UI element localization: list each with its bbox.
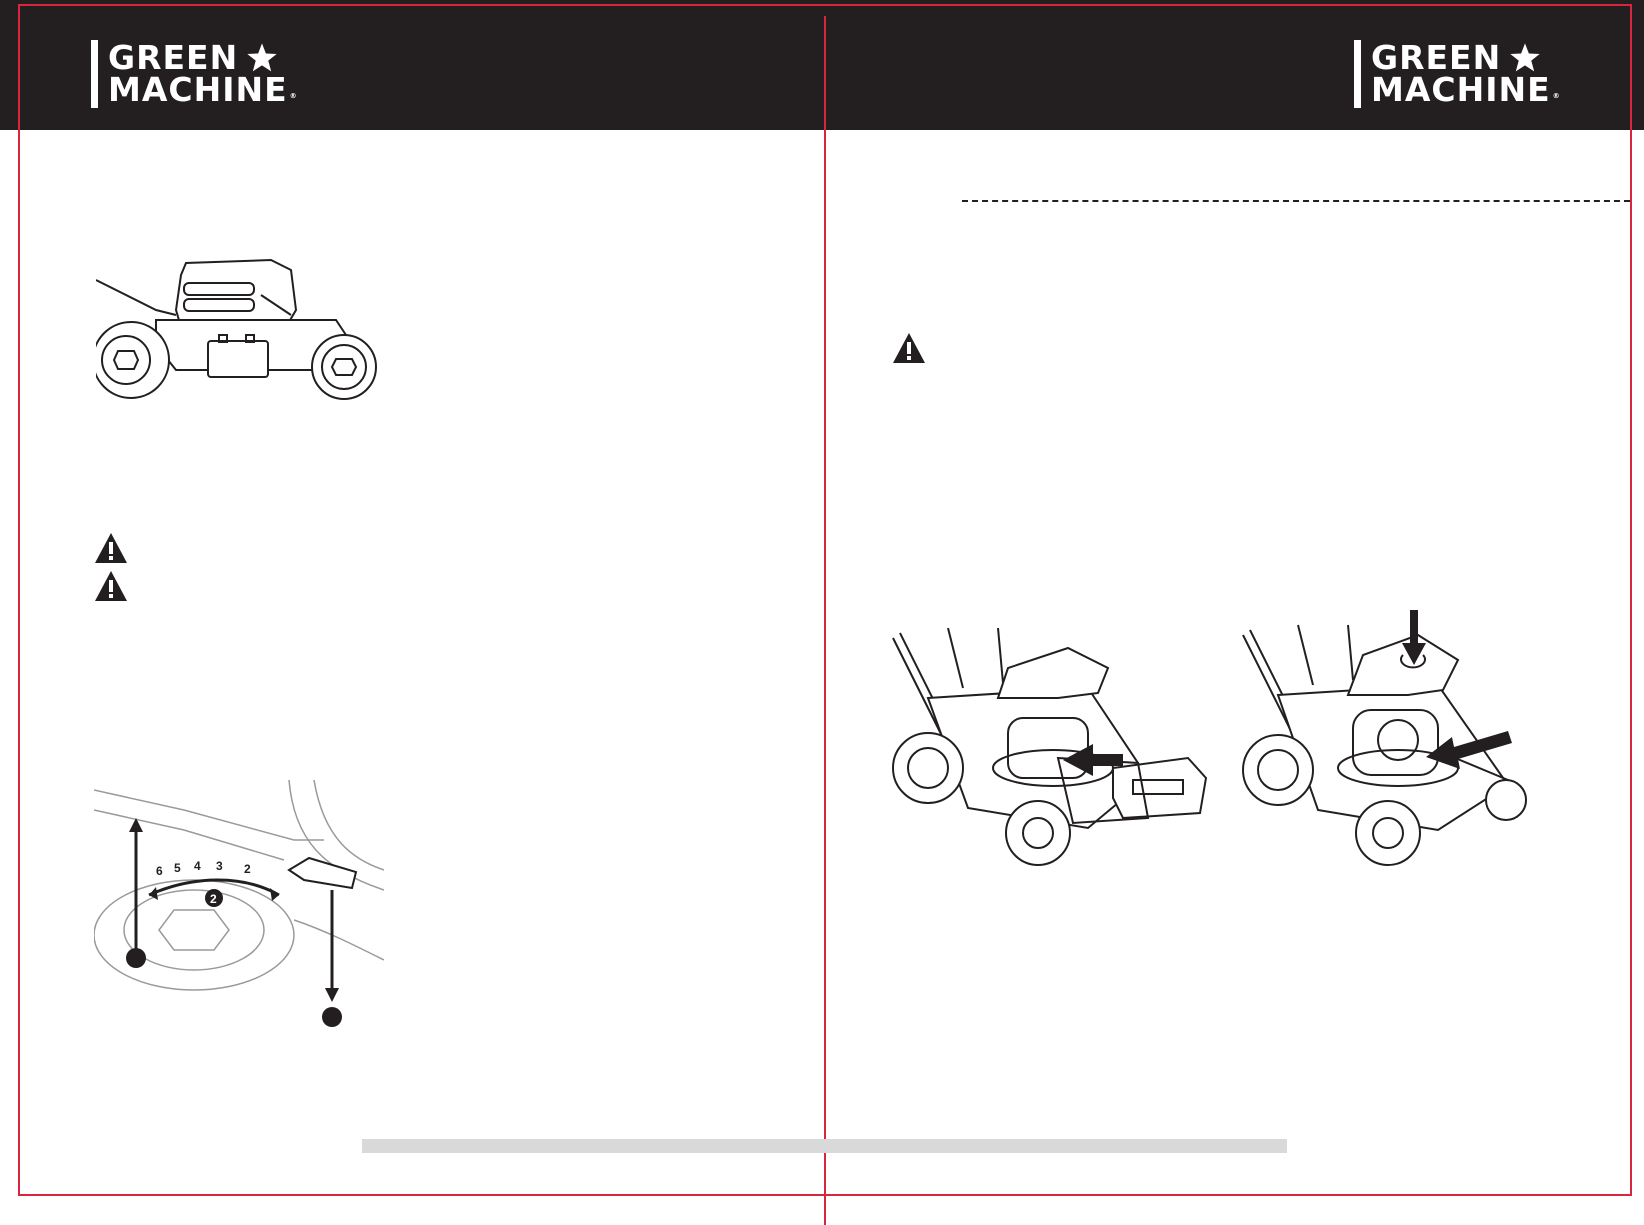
height-mark-5: 5 [174,861,181,875]
logo-word-green: GREEN [1371,38,1502,77]
height-mark-4: 4 [194,859,201,873]
warning-triangle-icon [892,332,926,364]
warning-triangle-icon [94,570,128,602]
footer-gray-bar [362,1139,1287,1153]
warning-triangle-icon [94,532,128,564]
page-divider-line [824,16,826,1225]
brand-logo-right [1354,40,1561,108]
logo-bar [91,40,98,108]
section-divider-dashed [962,200,1630,202]
logo-bar [1354,40,1361,108]
step-number-badge: 2 [210,892,217,906]
mower-battery-side-illustration [96,255,386,415]
brand-logo-left [91,40,298,108]
logo-word-machine: MACHINE [1371,70,1551,109]
height-adjust-illustration [94,780,384,1030]
frame-left-line [18,4,20,1196]
insert-battery-illustration [888,628,1210,868]
height-mark-3: 3 [216,859,223,873]
registered-mark: ® [1552,92,1561,100]
height-scale-marks [156,859,251,878]
logo-word-green: GREEN [108,38,239,77]
logo-word-machine: MACHINE [108,70,288,109]
battery-installed-illustration [1238,605,1528,870]
height-mark-2: 2 [244,862,251,876]
page-header [0,0,1644,130]
height-mark-6: 6 [156,864,163,878]
frame-top-line [18,4,1632,6]
frame-right-line [1630,4,1632,1196]
registered-mark: ® [289,92,298,100]
